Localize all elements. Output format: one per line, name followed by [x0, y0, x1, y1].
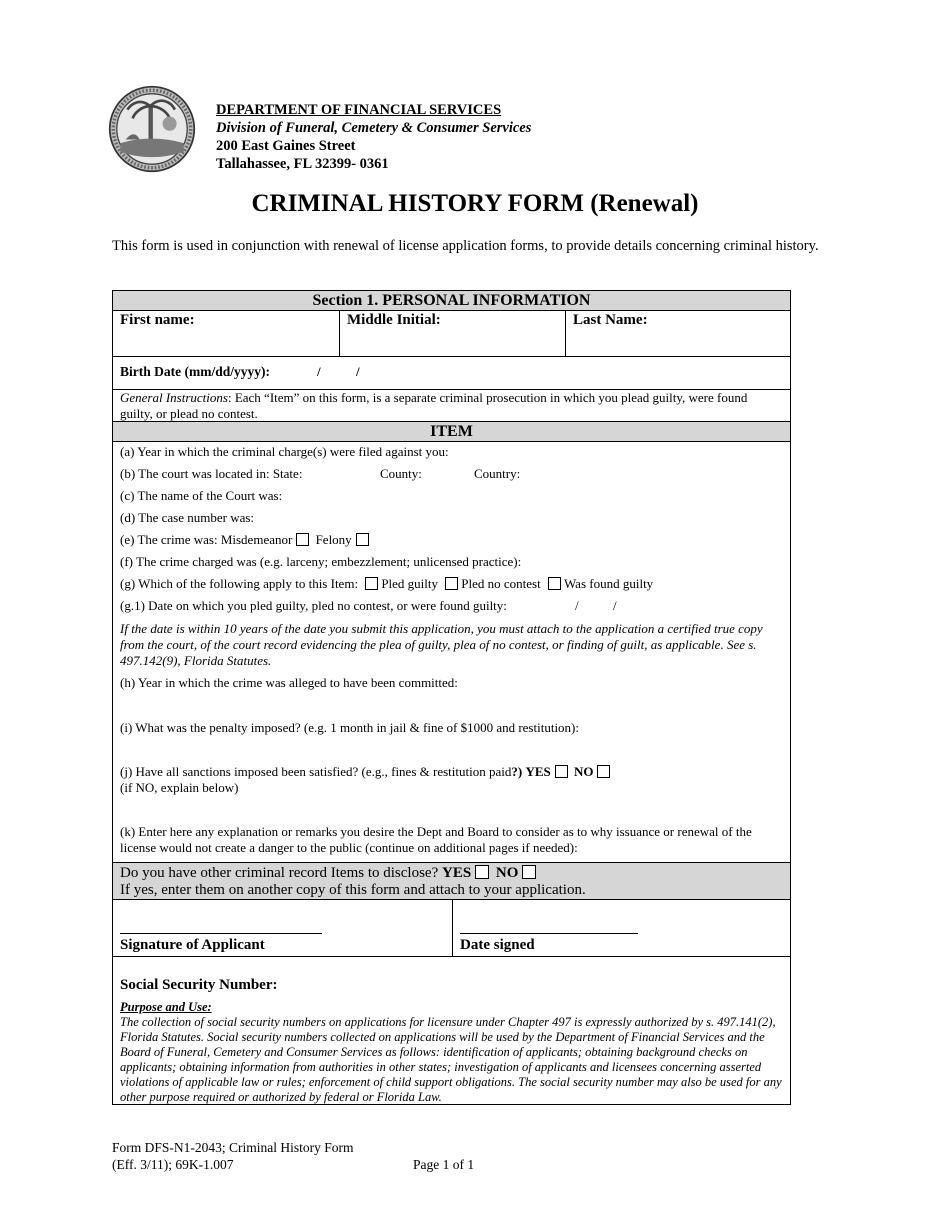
g1-slash-2: /	[613, 598, 617, 613]
form-title: CRIMINAL HISTORY FORM (Renewal)	[251, 190, 699, 217]
signature-label: Signature of Applicant	[120, 937, 265, 953]
item-g	[120, 576, 653, 592]
middle-initial-label: Middle Initial:	[347, 312, 441, 328]
item-j-question-mark: ?)	[511, 764, 523, 779]
state-seal-icon	[108, 85, 196, 173]
item-i: (i) What was the penalty imposed? (e.g. 1 month in jail & fine of $1000 and restitution):	[120, 720, 579, 735]
pled-no-contest-label: Pled no contest	[461, 576, 541, 591]
general-instructions	[113, 390, 790, 422]
pled-guilty-checkbox[interactable]	[365, 577, 378, 590]
instructions-label: General Instructions	[120, 390, 228, 405]
applicant-signature-field[interactable]	[113, 900, 452, 956]
form-intro: This form is used in conjunction with renewal of license application forms, to provide details concerning criminal history.	[112, 238, 819, 254]
page-number: Page 1 of 1	[413, 1157, 475, 1172]
item-g-label: (g) Which of the following apply to this Item:	[120, 576, 359, 591]
item-b-state-label: (b) The court was located in: State:	[120, 466, 303, 481]
middle-initial-field[interactable]	[339, 311, 565, 356]
other-yes-label: YES	[441, 865, 472, 881]
item-f: (f) The crime charged was (e.g. larceny; embezzlement; unlicensed practice):	[120, 554, 522, 569]
other-yes-checkbox[interactable]	[475, 865, 489, 879]
ssn-label: Social Security Number:	[120, 977, 278, 993]
pled-guilty-label: Pled guilty	[381, 576, 439, 591]
last-name-label: Last Name:	[573, 312, 648, 328]
item-b-country-label: Country:	[474, 466, 521, 481]
other-items-instruction: If yes, enter them on another copy of this form and attach to your application.	[120, 882, 586, 898]
date-signed-label: Date signed	[460, 937, 535, 953]
g1-slash-1: /	[575, 598, 579, 613]
division-name: Division of Funeral, Cemetery & Consumer Services	[216, 120, 532, 136]
date-line	[460, 933, 638, 934]
item-a: (a) Year in which the criminal charge(s) were filed against you:	[120, 444, 449, 459]
first-name-field[interactable]	[113, 311, 339, 356]
felony-checkbox[interactable]	[356, 533, 369, 546]
street-address: 200 East Gaines Street	[216, 138, 356, 154]
item-h: (h) Year in which the crime was alleged to have been committed:	[120, 675, 458, 690]
item-c: (c) The name of the Court was:	[120, 488, 283, 503]
item-section	[113, 442, 790, 863]
footer-form-name: Form DFS-N1-2043; Criminal History Form	[112, 1140, 354, 1155]
felony-label: Felony	[315, 532, 352, 547]
sanctions-yes-label: YES	[525, 764, 551, 779]
other-items-section	[113, 863, 790, 900]
footer-form-id	[112, 1139, 354, 1173]
item-j	[120, 764, 613, 780]
found-guilty-label: Was found guilty	[563, 576, 654, 591]
letterhead	[216, 101, 531, 173]
other-no-label: NO	[495, 865, 519, 881]
city-address: Tallahassee, FL 32399- 0361	[216, 156, 389, 172]
item-g1: (g.1) Date on which you pled guilty, pled no contest, or were found guilty:	[120, 598, 507, 613]
found-guilty-checkbox[interactable]	[548, 577, 561, 590]
item-e	[120, 532, 372, 548]
purpose-text: The collection of social security numbers on applications for licensure under Chapter 497 is expressly authorized by s. 497.141(2), Florida Statutes. Social security numbers collected on applications will be used by the Department of Financial Services and the Board of Funeral, Cemetery and Consumer Services as follows: identification of applicants; obtaining background checks on applicants; obtaining information from authorities in other states; investigation of applicants and licensees concerning asserted violations of applicable law or rules; enforcement of child support obligations. The social security number may also be used for any other purpose required or authorized by federal or Florida Law.	[120, 1015, 782, 1104]
pled-no-contest-checkbox[interactable]	[445, 577, 458, 590]
item-k: (k) Enter here any explanation or remarks you desire the Dept and Board to consider as to why issuance or renewal of the license would not create a danger to the public (continue on additional pages if needed):	[120, 824, 752, 855]
form-frame	[112, 290, 791, 1105]
other-no-checkbox[interactable]	[522, 865, 536, 879]
birth-date-slash-2: /	[356, 364, 360, 379]
birth-date-label: Birth Date (mm/dd/yyyy):	[120, 364, 270, 379]
footer-effective: (Eff. 3/11); 69K-1.007	[112, 1157, 234, 1172]
other-items-question: Do you have other criminal record Items to disclose?	[120, 865, 439, 881]
date-signed-field[interactable]	[452, 900, 790, 956]
item-b-county-label: County:	[380, 466, 422, 481]
first-name-label: First name:	[120, 312, 195, 328]
certified-copy-note: If the date is within 10 years of the date you submit this application, you must attach to the application a certified true copy from the court, of the court record evidencing the plea of guilty, plea of no contest, or finding of guilt, as applicable. See s. 497.142(9), Florida Statutes.	[120, 621, 763, 668]
misdemeanor-checkbox[interactable]	[296, 533, 309, 546]
sanctions-no-label: NO	[573, 764, 594, 779]
item-d: (d) The case number was:	[120, 510, 255, 525]
item-e-label: (e) The crime was: Misdemeanor	[120, 532, 293, 547]
signature-row	[113, 900, 790, 957]
signature-line	[120, 933, 322, 934]
item-j-explain: (if NO, explain below)	[120, 780, 239, 795]
birth-date-field[interactable]	[113, 357, 790, 390]
item-j-label: (j) Have all sanctions imposed been satisfied? (e.g., fines & restitution paid	[120, 764, 512, 779]
last-name-field[interactable]	[565, 311, 790, 356]
section1-title: Section 1. PERSONAL INFORMATION	[113, 291, 790, 311]
other-items-question-line	[120, 865, 783, 882]
name-row	[113, 311, 790, 357]
purpose-heading: Purpose and Use:	[120, 1000, 212, 1014]
item-heading: ITEM	[113, 422, 790, 442]
sanctions-no-checkbox[interactable]	[597, 765, 610, 778]
sanctions-yes-checkbox[interactable]	[555, 765, 568, 778]
instructions-text: : Each “Item” on this form, is a separate criminal prosecution in which you plead guilty, were found guilty, or plead no contest.	[120, 390, 748, 421]
item-b	[120, 466, 302, 482]
department-name: DEPARTMENT OF FINANCIAL SERVICES	[216, 102, 502, 118]
birth-date-slash-1: /	[317, 364, 321, 379]
